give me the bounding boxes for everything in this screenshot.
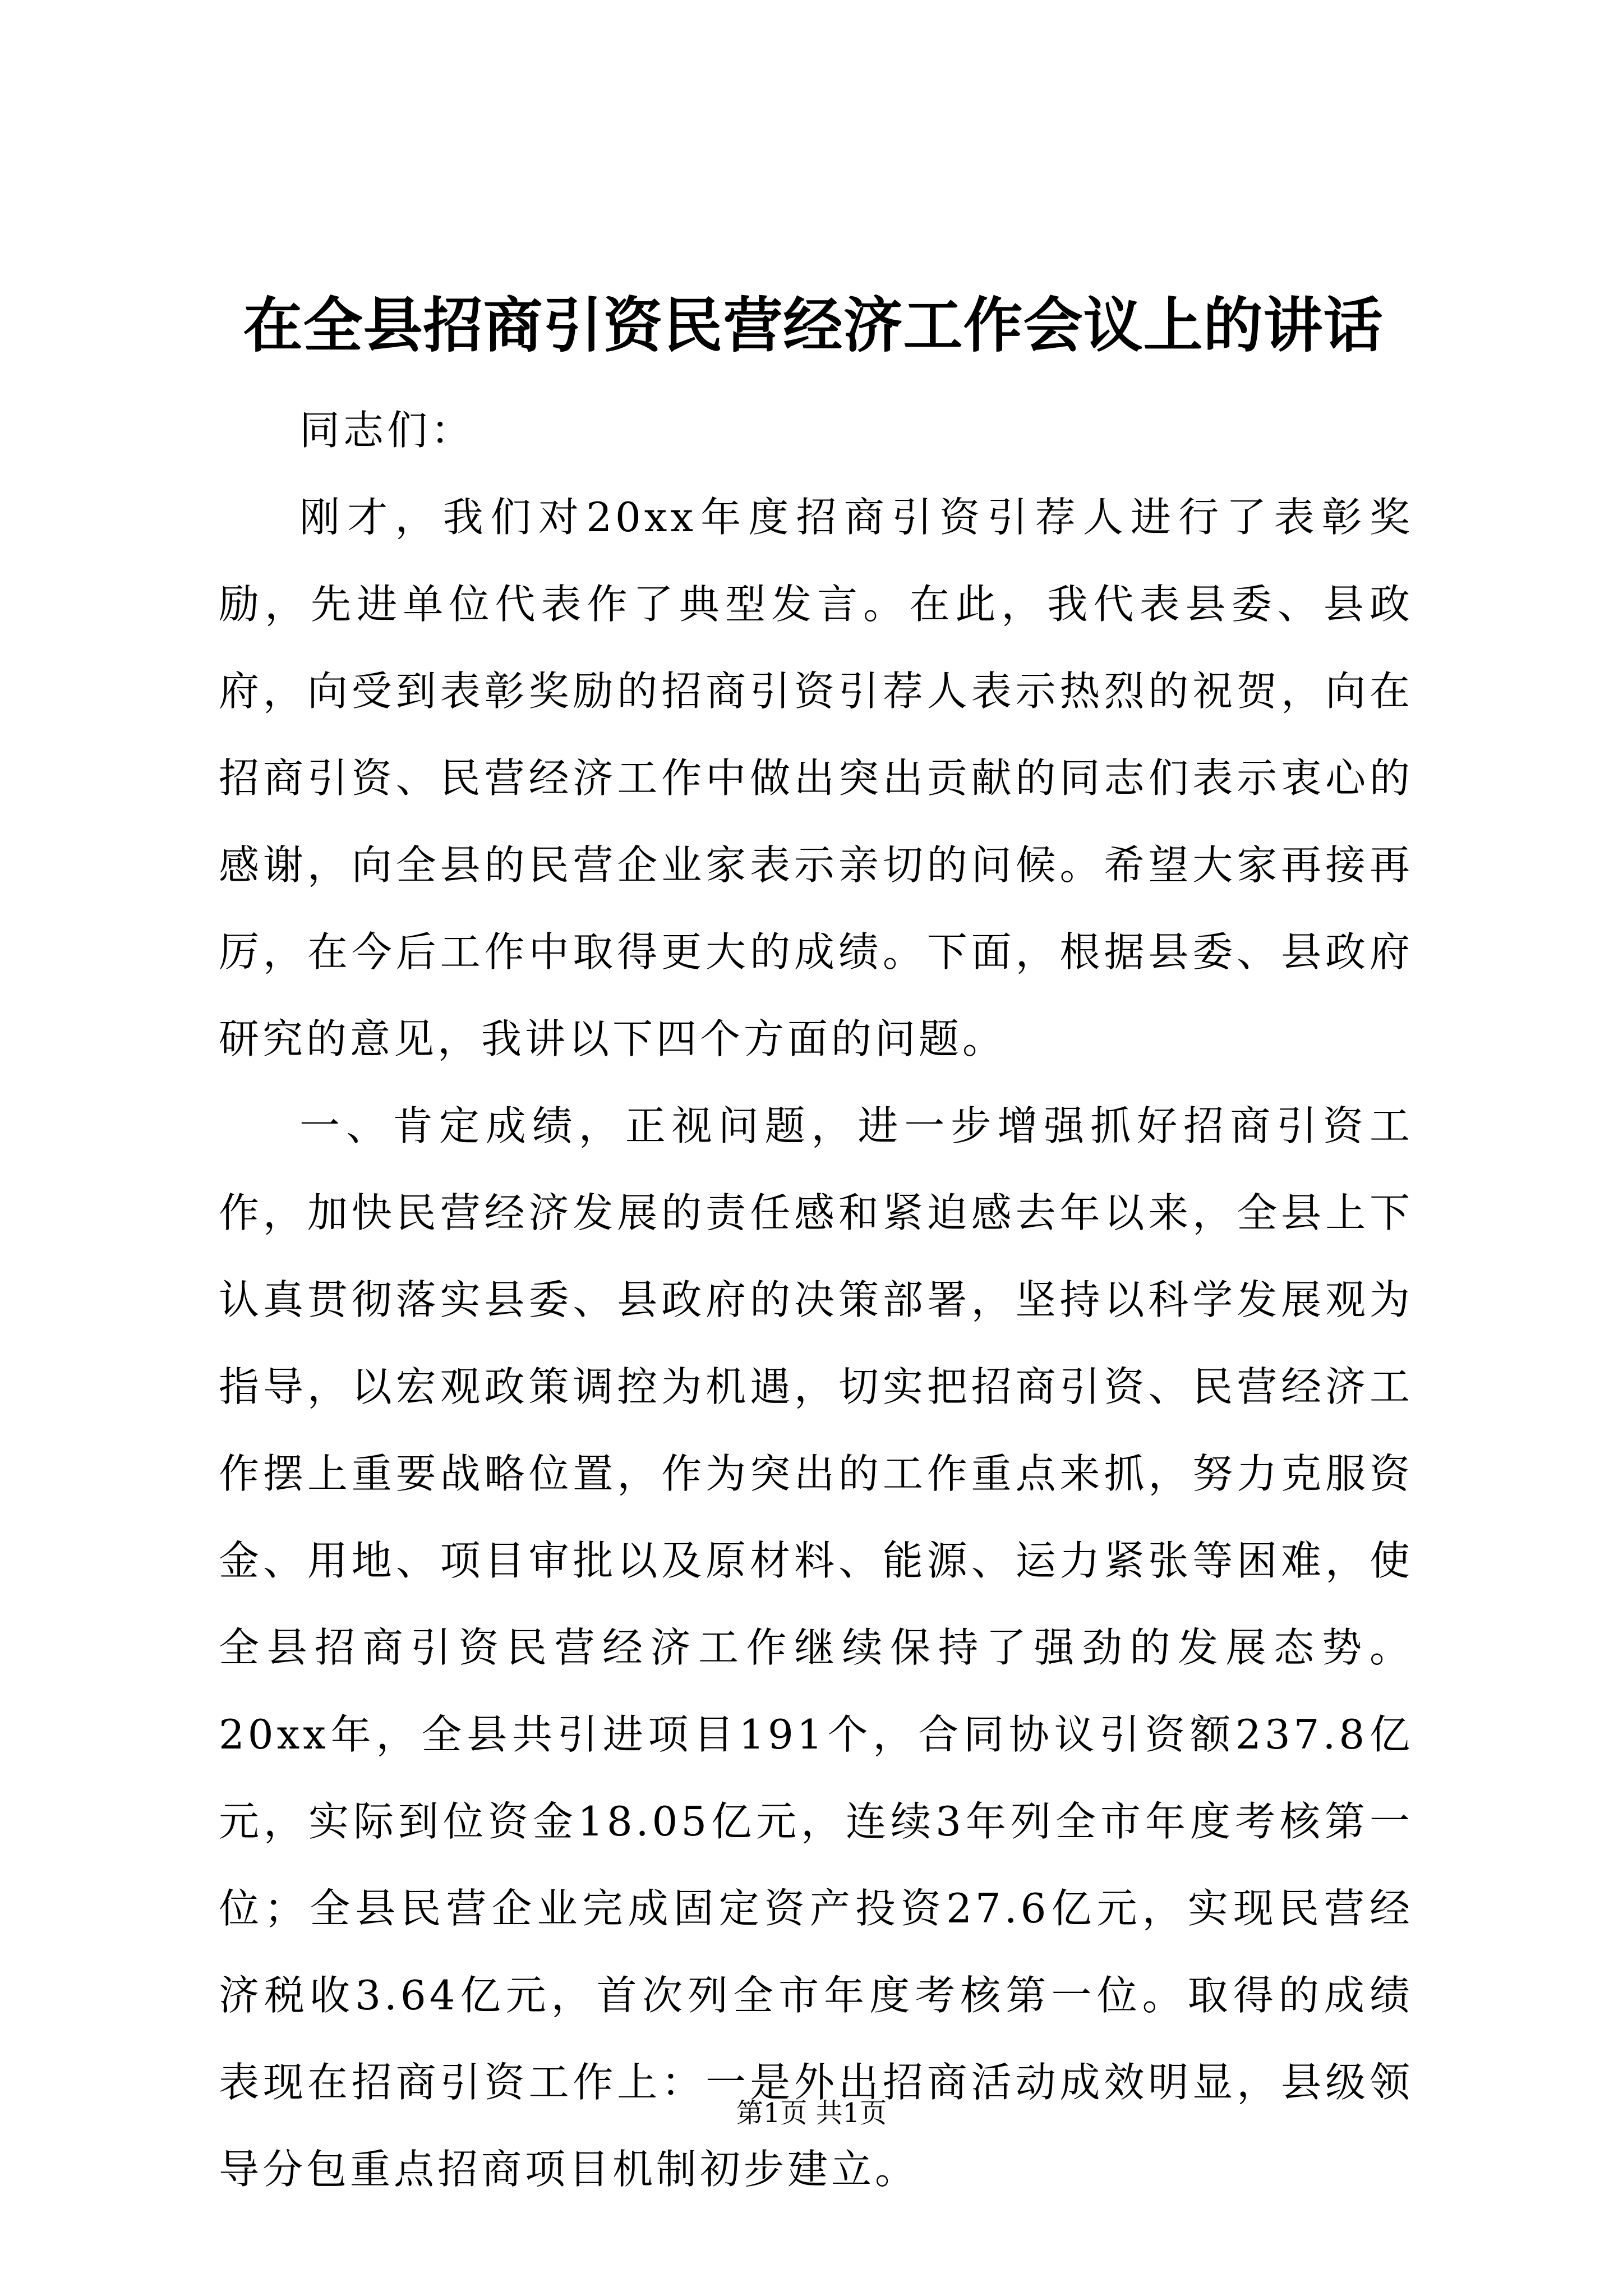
page-number-footer: 第1页 共1页 — [736, 2097, 887, 2129]
body-paragraph: 一、肯定成绩，正视问题，进一步增强抓好招商引资工作，加快民营经济发展的责任感和紧迫感去年以来，全县上下认真贯彻落实县委、县政府的决策部署，坚持以科学发展观为指导，以宏观政策调控为机遇，切实把招商引资、民营经济工作摆上重要战略位置，作为突出的工作重点来抓，努力克服资金、用地、项目审批以及原材料、能源、运力紧张等困难，使全县招商引资民营经济工作继续保持了强劲的发展态势。20xx年，全县共引进项目191个，合同协议引资额237.8亿元，实际到位资金18.05亿元，连续3年列全市年度考核第一位；全县民营企业完成固定资产投资27.6亿元，实现民营经济税收3.64亿元，首次列全市年度考核第一位。取得的成绩表现在招商引资工作上：一是外出招商活动成效明显，县级领导分包重点招商项目机制初步建立。 — [219, 1102, 1413, 2193]
body-paragraph: 刚才，我们对20xx年度招商引资引荐人进行了表彰奖励，先进单位代表作了典型发言。在此，我代表县委、县政府，向受到表彰奖励的招商引资引荐人表示热烈的祝贺，向在招商引资、民营经济工作中做出突出贡献的同志们表示衷心的感谢，向全县的民营企业家表示亲切的问候。希望大家再接再厉，在今后工作中取得更大的成绩。下面，根据县委、县政府研究的意见，我讲以下四个方面的问题。 — [219, 494, 1413, 1062]
document-body — [219, 387, 1413, 2213]
salutation-paragraph: 同志们： — [299, 407, 475, 454]
document-title: 在全县招商引资民营经济工作会议上的讲话 — [243, 290, 1384, 360]
